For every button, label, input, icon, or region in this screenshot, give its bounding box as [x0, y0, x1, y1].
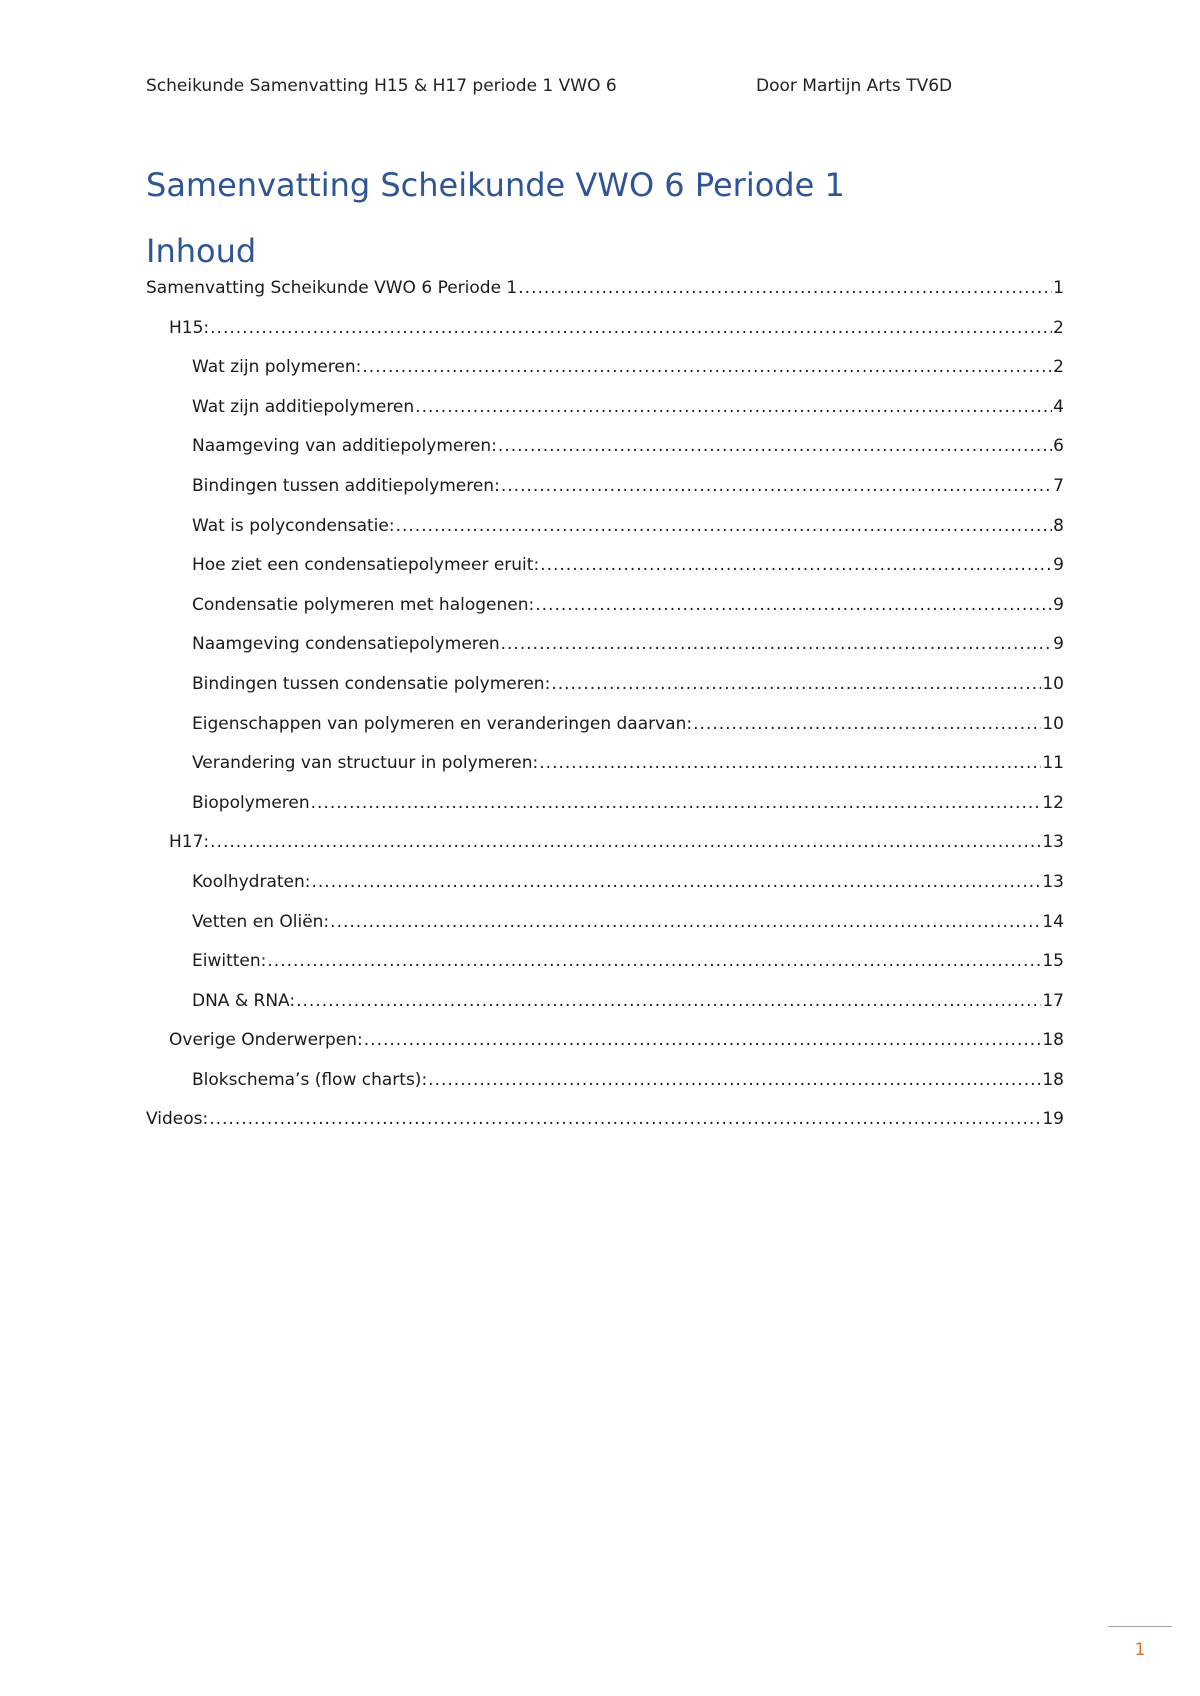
page-header	[146, 76, 1046, 100]
toc-entry-title: Blokschema’s (flow charts):	[192, 1069, 428, 1090]
toc-leader-dots	[498, 436, 1052, 456]
toc-entry[interactable]	[146, 436, 1064, 476]
toc-entry-page: 19	[1042, 1109, 1064, 1130]
toc-entry-page: 10	[1042, 713, 1064, 734]
header-author: Door Martijn Arts TV6D	[756, 76, 953, 96]
page-number: 1	[1134, 1640, 1146, 1660]
toc-leader-dots	[296, 991, 1041, 1011]
toc-entry-page: 1	[1053, 278, 1064, 298]
toc-leader-dots	[364, 1030, 1042, 1050]
toc-entry[interactable]	[146, 832, 1064, 872]
toc-entry-title: Koolhydraten:	[192, 871, 311, 892]
toc-entry-title: Videos:	[146, 1109, 209, 1130]
toc-leader-dots	[535, 595, 1052, 615]
toc-entry[interactable]	[146, 476, 1064, 516]
toc-entry-page: 18	[1042, 1069, 1064, 1090]
toc-entry-title: H15:	[169, 317, 210, 338]
toc-entry[interactable]	[146, 1070, 1064, 1110]
toc-leader-dots	[693, 714, 1041, 734]
footer-rule	[1108, 1626, 1172, 1627]
toc-leader-dots	[210, 318, 1052, 338]
toc-entry[interactable]	[146, 278, 1064, 318]
toc-entry-page: 8	[1053, 515, 1064, 536]
toc-entry-title: Eigenschappen van polymeren en veranderingen daarvan:	[192, 713, 693, 734]
toc-leader-dots	[210, 832, 1041, 852]
toc-entry-page: 2	[1053, 317, 1064, 338]
toc-entry[interactable]	[146, 912, 1064, 952]
toc-leader-dots	[501, 634, 1053, 654]
toc-entry-title: Vetten en Oliën:	[192, 911, 330, 932]
toc-leader-dots	[428, 1070, 1041, 1090]
toc-leader-dots	[415, 397, 1052, 417]
toc-heading: Inhoud	[146, 232, 257, 270]
toc-leader-dots	[330, 912, 1041, 932]
toc-entry-title: Eiwitten:	[192, 951, 267, 972]
toc-entry-title: Hoe ziet een condensatiepolymeer eruit:	[192, 555, 540, 576]
toc-leader-dots	[311, 793, 1042, 813]
toc-entry-page: 2	[1053, 357, 1064, 378]
header-document-title: Scheikunde Samenvatting H15 & H17 periode 1 VWO 6	[146, 76, 617, 96]
toc-entry-title: Biopolymeren	[192, 792, 310, 813]
toc-entry[interactable]	[146, 991, 1064, 1031]
toc-leader-dots	[267, 951, 1041, 971]
toc-leader-dots	[501, 476, 1052, 496]
toc-entry-page: 13	[1042, 871, 1064, 892]
toc-entry[interactable]	[146, 595, 1064, 635]
toc-entry-page: 17	[1042, 990, 1064, 1011]
table-of-contents	[146, 278, 1064, 1149]
toc-entry[interactable]	[146, 357, 1064, 397]
toc-entry-page: 9	[1053, 555, 1064, 576]
toc-entry[interactable]	[146, 634, 1064, 674]
toc-entry-page: 13	[1042, 832, 1064, 853]
toc-entry-title: Verandering van structuur in polymeren:	[192, 753, 539, 774]
toc-entry[interactable]	[146, 555, 1064, 595]
toc-entry-title: Samenvatting Scheikunde VWO 6 Periode 1	[146, 278, 518, 298]
toc-entry-page: 12	[1042, 792, 1064, 813]
toc-entry[interactable]	[146, 674, 1064, 714]
toc-entry[interactable]	[146, 516, 1064, 556]
toc-entry-page: 9	[1053, 594, 1064, 615]
toc-entry[interactable]	[146, 753, 1064, 793]
toc-leader-dots	[518, 278, 1052, 298]
toc-entry-title: Wat is polycondensatie:	[192, 515, 395, 536]
toc-entry[interactable]	[146, 318, 1064, 358]
toc-entry-title: Condensatie polymeren met halogenen:	[192, 594, 535, 615]
toc-entry[interactable]	[146, 1109, 1064, 1149]
toc-entry-title: Naamgeving van additiepolymeren:	[192, 436, 497, 457]
toc-entry-title: DNA & RNA:	[192, 990, 296, 1011]
toc-entry-page: 18	[1042, 1030, 1064, 1051]
toc-entry[interactable]	[146, 1030, 1064, 1070]
toc-entry[interactable]	[146, 397, 1064, 437]
toc-entry-title: H17:	[169, 832, 210, 853]
toc-leader-dots	[539, 753, 1041, 773]
toc-leader-dots	[551, 674, 1041, 694]
toc-leader-dots	[209, 1109, 1041, 1129]
toc-entry-page: 9	[1053, 634, 1064, 655]
toc-entry-title: Wat zijn additiepolymeren	[192, 396, 415, 417]
toc-entry-page: 14	[1042, 911, 1064, 932]
toc-entry-page: 7	[1053, 475, 1064, 496]
toc-leader-dots	[540, 555, 1052, 575]
toc-entry[interactable]	[146, 714, 1064, 754]
toc-entry-page: 11	[1042, 753, 1064, 774]
toc-entry-title: Overige Onderwerpen:	[169, 1030, 363, 1051]
toc-entry[interactable]	[146, 793, 1064, 833]
toc-entry-page: 15	[1042, 951, 1064, 972]
toc-entry-title: Bindingen tussen condensatie polymeren:	[192, 673, 551, 694]
toc-entry-page: 6	[1053, 436, 1064, 457]
toc-leader-dots	[362, 357, 1052, 377]
document-title: Samenvatting Scheikunde VWO 6 Periode 1	[146, 166, 845, 204]
toc-entry[interactable]	[146, 872, 1064, 912]
toc-leader-dots	[396, 516, 1053, 536]
toc-entry-title: Bindingen tussen additiepolymeren:	[192, 475, 500, 496]
toc-entry-title: Naamgeving condensatiepolymeren	[192, 634, 500, 655]
toc-entry-page: 4	[1053, 396, 1064, 417]
toc-entry-title: Wat zijn polymeren:	[192, 357, 362, 378]
toc-entry[interactable]	[146, 951, 1064, 991]
toc-leader-dots	[312, 872, 1042, 892]
toc-entry-page: 10	[1042, 673, 1064, 694]
